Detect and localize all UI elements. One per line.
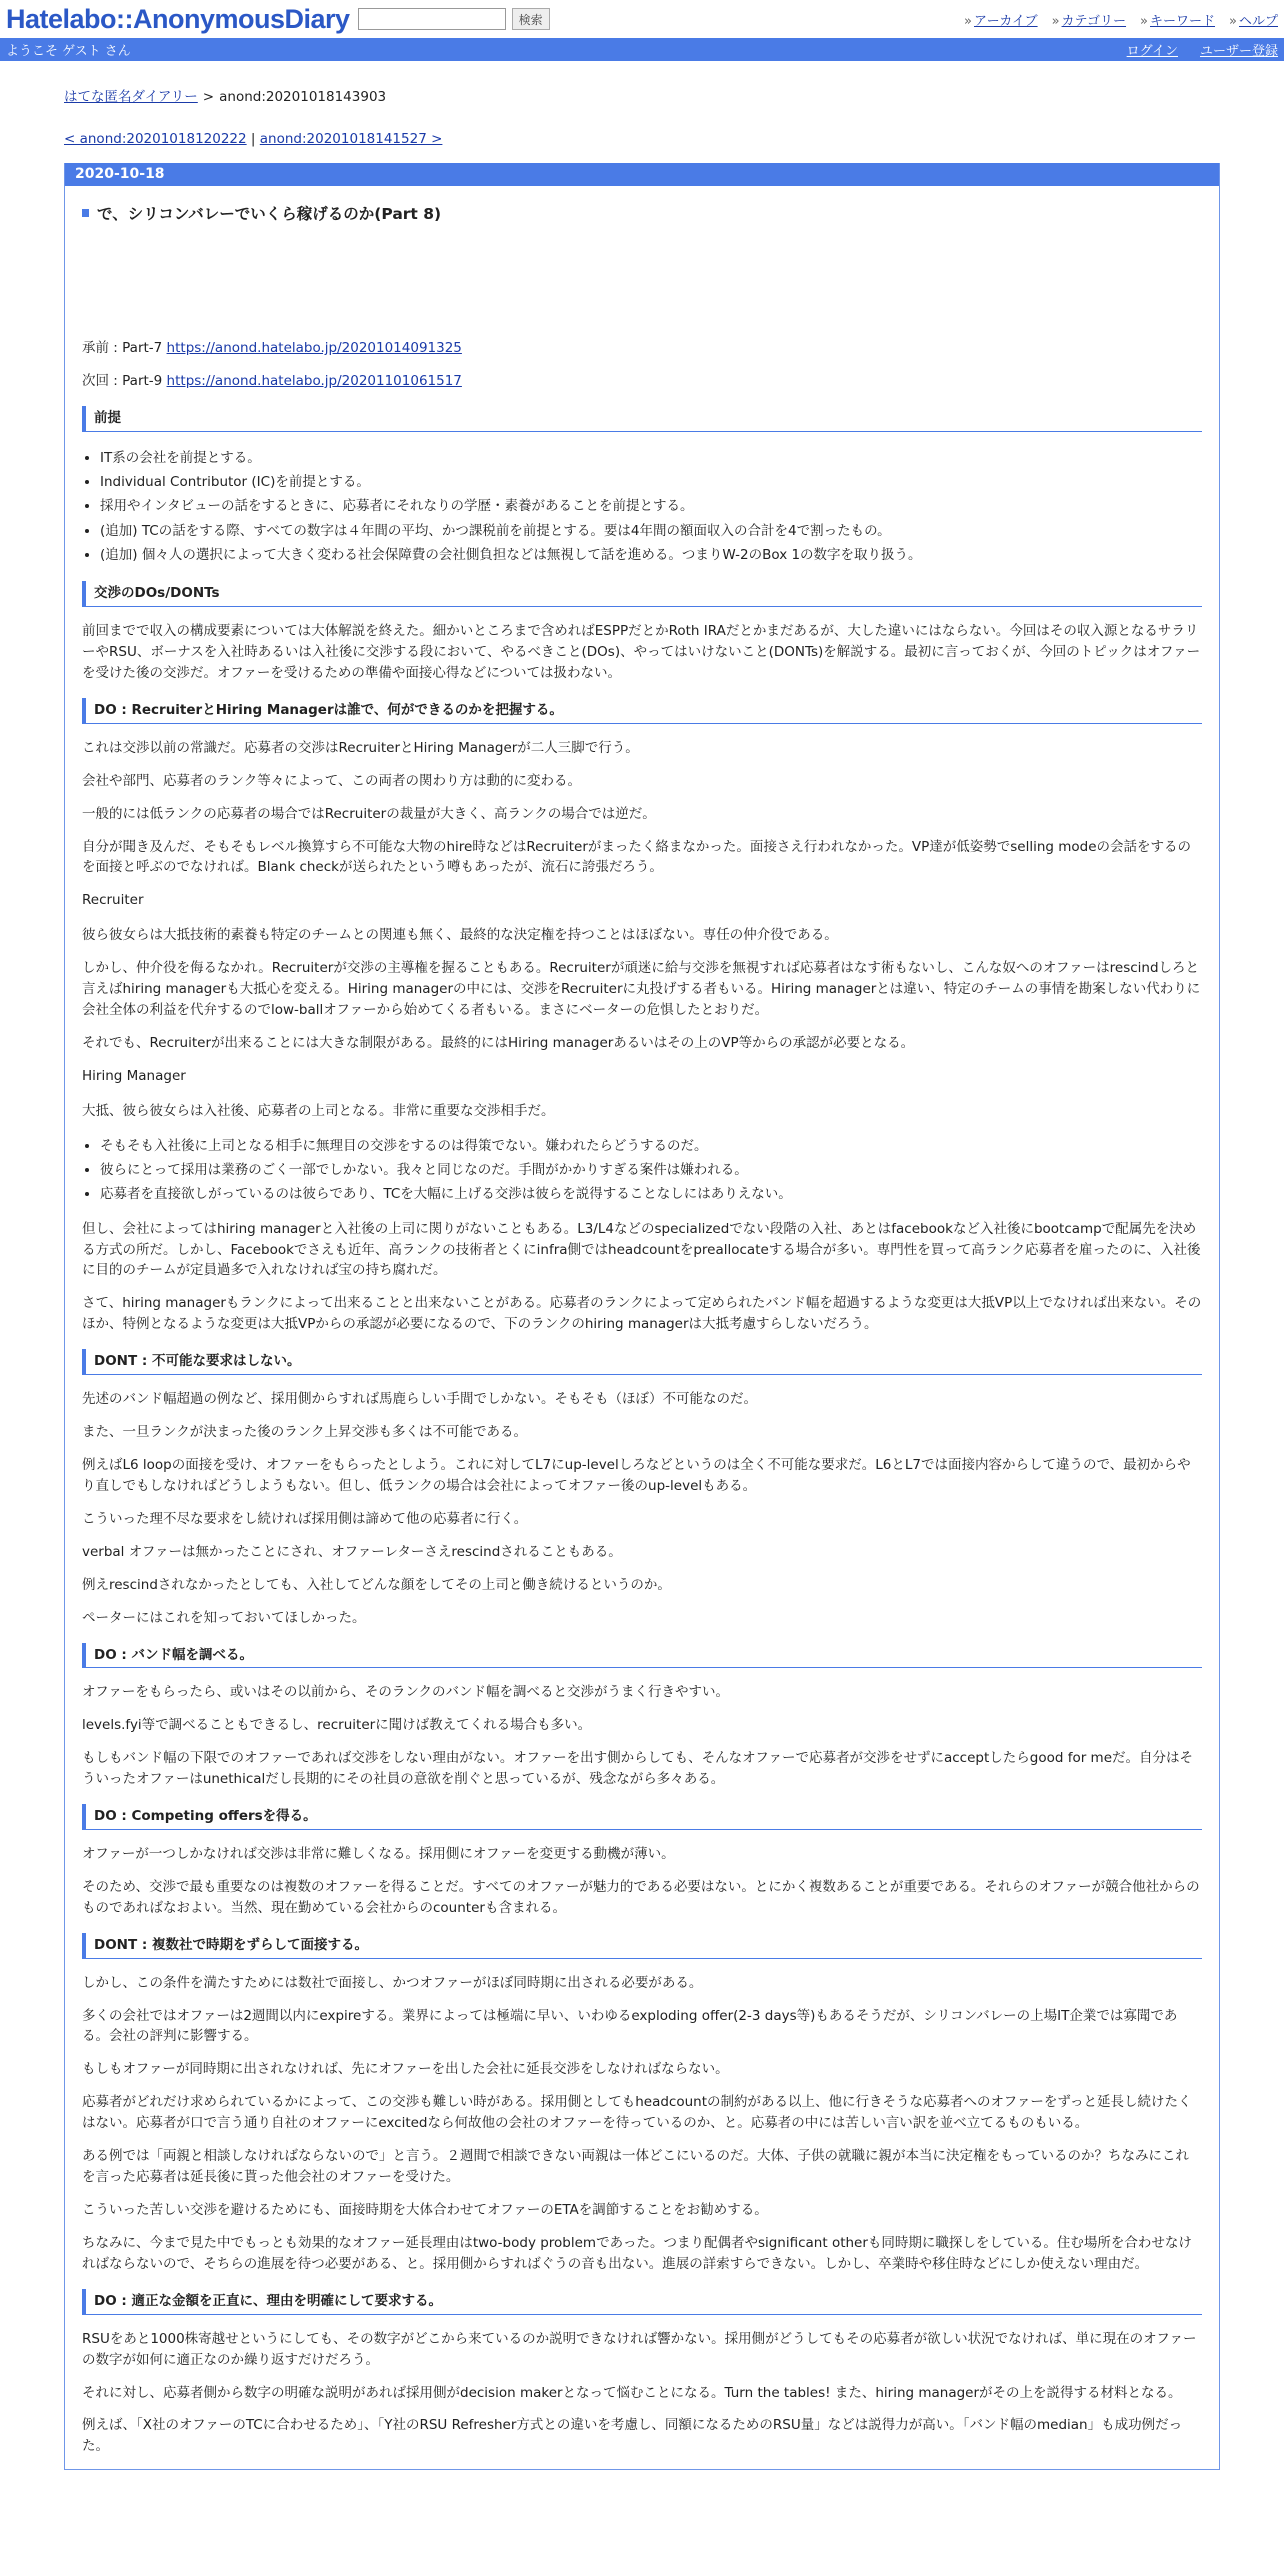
paragraph: ある例では「両親と相談しなければならないので」と言う。２週間で相談できない両親は一体どこにいるのだ。大体、子供の就職に親が本当に決定権をもっているのか？ちなみにこれを言った応募者は延長後に貰った他会社のオファーを受けた。 [82,2148,1189,2186]
user-bar [0,38,1284,61]
breadcrumb-separator: > [202,89,215,105]
next-part-label: 次回 : Part-9 [82,372,167,389]
nav-category-link[interactable]: カテゴリー [1061,13,1127,29]
paragraph: 先述のバンド幅超過の例など、採用側からすれば馬鹿らしい手間でしかない。そもそも（ほぼ）不可能なのだ。 [82,1391,757,1408]
list-item: • 採用やインタビューの話をするときに、応募者にそれなりの学歴・素養があることを前提とする。 [100,494,1202,518]
breadcrumb [64,85,1220,105]
paragraph: また、一旦ランクが決まった後のランク上昇交渉も多くは不可能である。 [82,1424,527,1441]
paragraph: 例えばL6 loopの面接を受け、オファーをもらったとしよう。これに対してL7にup-levelしろなどというのは全く不可能な要求だ。L6とL7では面接内容からして違うので、最初からやり直しでもしなければどうしようもない。但し、低ランクの場合は会社によってオファー後のup-levelもある。 [82,1456,1191,1494]
paragraph: verbal オファーは無かったことにされ、オファーレターさえrescindされることもある。 [82,1543,622,1560]
paragraph: 但し、会社によってはhiring managerと入社後の上司に関りがないこともある。L3/L4などのspecializedでない段階の入社、あとはfacebookなど入社後にbootcampで配属先を決める方式の所だ。しかし、Facebookでさえも近年、高ランクの技術者とくにinfra側ではheadcountをpreallocateする場合が多い。専門性を買って高ランク応募者を雇ったのに、入社後に目的のチームが定員過多で入れなければ宝の持ち腐れだ。 [82,1220,1201,1279]
paragraph: しかし、仲介役を侮るなかれ。Recruiterが交渉の主導権を握ることもある。Recruiterが頑迷に給与交渉を無視すれば応募者はなす術もないし、こんな奴へのオファーはrescindしろと言えばhiring managerも大抵心を変える。Hiring managerの中には、交渉をRecruiterに丸投げする者もいる。Hiring managerとは違い、特定のチームの事情を勘案しない代わりに会社全体の利益を代弁するのでlow-ballオファーから始めてくる者もいる。まさにベーターの危惧したとおりだ。 [82,960,1201,1019]
search-input[interactable] [358,8,506,30]
top-nav [964,10,1278,29]
paragraph: さて、hiring managerもランクによって出来ることと出来ないことがある。応募者のランクによって定められたバンド幅を超過するような変更は大抵VP以上でなければ出来ない。そのほか、特例となるような変更は大抵VPからの承認が必要になるので、下のランクのhiring managerは大抵考慮すらしないだろう。 [82,1295,1202,1333]
paragraph: オファーが一つしかなければ交渉は非常に難しくなる。採用側にオファーを変更する動機が薄い。 [82,1845,675,1862]
list-item: • 応募者を直接欲しがっているのは彼らであり、TCを大幅に上げる交渉は彼らを説得することなしにはありえない。 [100,1182,1202,1206]
section-heading: 前提 [82,406,1202,432]
paragraph: ちなみに、今まで見た中でもっとも効果的なオファー延長理由はtwo-body problemであった。つまり配偶者やsignificant otherも同時期に職探しをしている。住む場所を合わせなければならないので、そちらの進展を待つ必要がある、と。採用側からすればぐうの音も出ない。進展の詳索すらできない。しかし、卒業時や移住時などにしか使えない理由だ。 [82,2234,1192,2272]
prev-part-label: 承前 : Part-7 [82,340,167,356]
paragraph: 一般的には低ランクの応募者の場合ではRecruiterの裁量が大きく、高ランクの場合では逆だ。 [82,805,656,822]
list-item: • (追加) TCの話をする際、すべての数字は４年間の平均、かつ課税前を前提とする。要は4年間の額面収入の合計を4で割ったもの。 [100,519,1202,543]
list-item: • そもそも入社後に上司となる相手に無理目の交渉をするのは得策でない。嫌われたらどうするのだ。 [100,1134,1202,1158]
paragraph: 前回までで収入の構成要素については大体解説を終えた。細かいところまで含めればESPPだとかRoth IRAだとかまだあるが、大した違いにはならない。今回はその収入源となるサラリーやRSU、ボーナスを入社時あるいは入社後に交渉する段において、やるべきこと(DOs)、やってはいけないこと(DONTs)を解説する。最初に言っておくが、今回のトピックはオファーを受けた後の交渉だ。オファーを受けるための準備や面接心得などについては扱わない。 [82,623,1201,681]
breadcrumb-current: anond:20201018143903 [219,89,387,105]
section-heading: 交渉のDOs/DONTs [82,581,1202,607]
nav-keyword-link[interactable]: キーワード [1150,13,1216,29]
nav-archive-link[interactable]: アーカイブ [974,13,1038,29]
register-link[interactable]: ユーザー登録 [1199,44,1278,59]
section-heading: DO : 適正な金額を正直に、理由を明確にして要求する。 [82,2289,1202,2315]
paragraph: そのため、交渉で最も重要なのは複数のオファーを得ることだ。すべてのオファーが魅力的である必要はない。とにかく複数あることが重要である。それらのオファーが競合他社からのものであればなおよい。当然、現在勤めている会社からのcounterも含まれる。 [82,1878,1200,1916]
paragraph: 例えrescindされなかったとしても、入社してどんな顔をしてその上司と働き続けるというのか。 [82,1576,671,1593]
paragraph: 例えば、「X社のオファーのTCに合わせるため」、「Y社のRSU Refresher方式との違いを考慮し、同額になるためのRSU量」などは説得力が高い。「バンド幅のmedian」も成功例だった。 [82,2417,1183,2455]
permalink-icon[interactable] [82,209,89,217]
breadcrumb-home-link[interactable]: はてな匿名ダイアリー [64,89,198,105]
subheading: Recruiter [82,892,144,909]
section-heading: DO : バンド幅を調べる。 [82,1643,1202,1669]
prev-part-line [82,338,1202,359]
paragraph: こういった苦しい交渉を避けるためにも、面接時期を大体合わせてオファーのETAを調節することをお勧めする。 [82,2202,768,2219]
entry-pager [64,131,1220,147]
prev-part-link[interactable]: https://anond.hatelabo.jp/20201014091325 [166,340,462,356]
paragraph: 多くの会社ではオファーは2週間以内にexpireする。業界によっては極端に早い、いわゆるexploding offer(2-3 days等)もあるそうだが、シリコンバレーの上場IT企業では寡聞である。会社の評判に影響する。 [82,2007,1178,2045]
paragraph: levels.fyi等で調べることもできるし、recruiterに聞けば教えてくれる場合も多い。 [82,1717,592,1734]
bullet-list [82,446,1202,567]
login-link[interactable]: ログイン [1126,44,1178,59]
entry-sections [82,406,1202,2457]
paragraph: RSUをあと1000株寄越せというにしても、その数字がどこから来ているのか説明できなければ響かない。採用側がどうしてもその応募者が欲しい状況でなければ、単に現在のオファーの数字が如何に適正なのか繰り返すだけだろう。 [82,2330,1197,2368]
paragraph: もしもオファーが同時期に出されなければ、先にオファーを出した会社に延長交渉をしなければならない。 [82,2061,729,2078]
entry-title [82,202,1202,224]
list-item: • (追加) 個々人の選択によって大きく変わる社会保障費の会社側負担などは無視して話を進める。つまりW-2のBox 1の数字を取り扱う。 [100,543,1202,567]
pager-separator: | [250,131,256,147]
welcome-text: ようこそ ゲスト さん [6,44,131,59]
day-date: 2020-10-18 [65,163,1219,186]
paragraph: それでも、Recruiterが出来ることには大きな制限がある。最終的にはHiring managerあるいはその上のVP等からの承認が必要となる。 [82,1034,915,1051]
list-item: • IT系の会社を前提とする。 [100,446,1202,470]
paragraph: オファーをもらったら、或いはその以前から、そのランクのバンド幅を調べると交渉がうまく行きやすい。 [82,1684,730,1701]
list-item: • 彼らにとって採用は業務のごく一部でしかない。我々と同じなのだ。手間がかかりすぎる案件は嫌われる。 [100,1158,1202,1182]
paragraph: これは交渉以前の常識だ。応募者の交渉はRecruiterとHiring Managerが二人三脚で行う。 [82,739,639,756]
blank-space [82,224,1202,338]
list-item: • Individual Contributor (IC)を前提とする。 [100,470,1202,494]
site-logo[interactable]: Hatelabo::AnonymousDiary [6,3,350,34]
paragraph: 自分が聞き及んだ、そもそもレベル換算すら不可能な大物のhire時などはRecruiterがまったく絡まなかった。面接さえ行われなかった。VP達が低姿勢でselling modeの会話をするのを面接と呼ぶのでなければ。Blank checkが送られたという噂もあったが、流石に誇張だろう。 [82,838,1192,876]
section-heading: DO : Competing offersを得る。 [82,1804,1202,1830]
search-button[interactable]: 検索 [512,8,550,30]
paragraph: ペーターにはこれを知っておいてほしかった。 [82,1609,366,1626]
site-header [0,0,1284,38]
subheading: Hiring Manager [82,1067,186,1084]
paragraph: もしもバンド幅の下限でのオファーであれば交渉をしない理由がない。オファーを出す側からしても、そんなオファーで応募者が交渉をせずにacceptしたらgood for meだ。自分はそういったオファーはunethicalだし長期的にその社員の意欲を削ぐと思っているが、残念ながら多々ある。 [82,1750,1194,1788]
paragraph: しかし、この条件を満たすためには数社で面接し、かつオファーがほぼ同時期に出される必要がある。 [82,1974,703,1991]
section-heading: DONT : 複数社で時期をずらして面接する。 [82,1933,1202,1959]
prev-entry-link[interactable]: < anond:20201018120222 [64,131,247,147]
entry-body [65,186,1219,2457]
nav-help-link[interactable]: ヘルプ [1238,13,1278,29]
day-section [64,163,1220,2470]
paragraph: 彼ら彼女らは大抵技術的素養も特定のチームとの関連も無く、最終的な決定権を持つことはほぼない。専任の仲介役である。 [82,927,838,944]
paragraph: 大抵、彼ら彼女らは入社後、応募者の上司となる。非常に重要な交渉相手だ。 [82,1102,555,1119]
bullet-list [82,1134,1202,1207]
paragraph: 応募者がどれだけ求められているかによって、この交渉も難しい時がある。採用側としてもheadcountの制約がある以上、他に行きそうな応募者へのオファーをずっと延長し続けたくはない。応募者が口で言う通り自社のオファーにexcitedなら何故他の会社のオファーを待っているのか、と。応募者の中には苦しい言い訳を並べ立てるものもいる。 [82,2094,1192,2132]
entry-title-text: で、シリコンバレーでいくら稼げるのか(Part 8) [97,205,442,223]
paragraph: それに対し、応募者側から数字の明確な説明があれば採用側がdecision makerとなって悩むことになる。Turn the tables! また、hiring managerがその上を説得する材料となる。 [82,2384,1182,2401]
next-part-line [82,371,1202,392]
section-heading: DO : RecruiterとHiring Managerは誰で、何ができるのかを把握する。 [82,698,1202,724]
next-part-link[interactable]: https://anond.hatelabo.jp/20201101061517 [166,372,462,389]
paragraph: こういった理不尽な要求をし続ければ採用側は諦めて他の応募者に行く。 [82,1510,528,1527]
main-content [0,85,1284,2470]
paragraph: 会社や部門、応募者のランク等々によって、この両者の関わり方は動的に変わる。 [82,772,581,789]
section-heading: DONT : 不可能な要求はしない。 [82,1349,1202,1375]
next-entry-link[interactable]: anond:20201018141527 > [259,131,443,147]
